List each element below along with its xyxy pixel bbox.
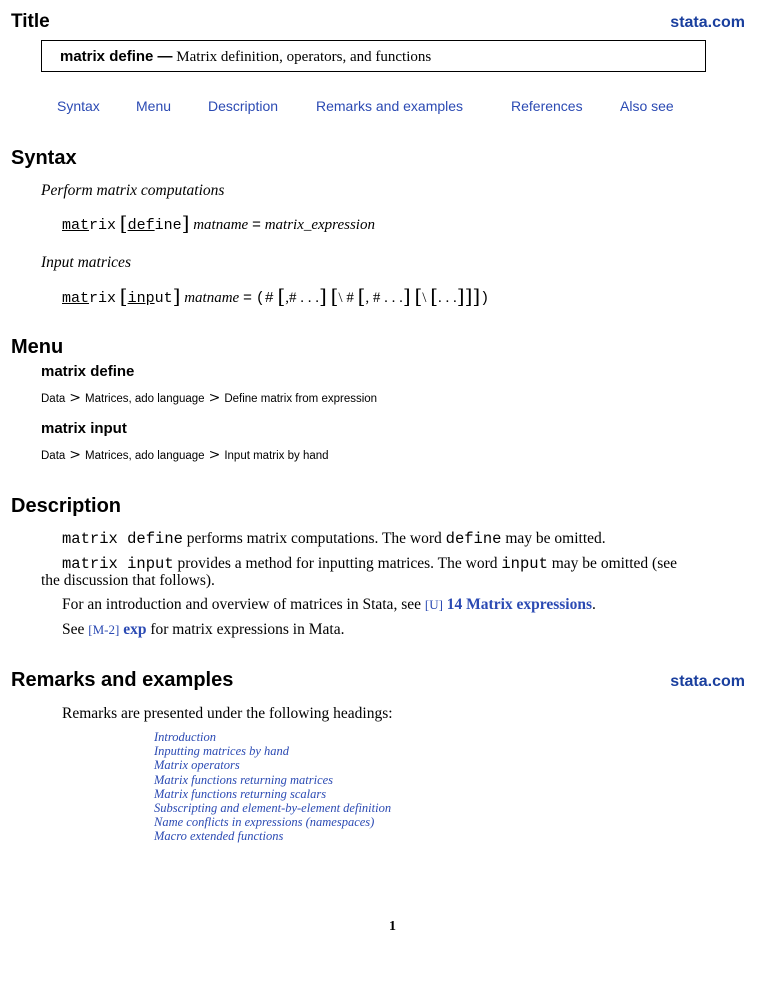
nav-syntax[interactable]: Syntax [57, 98, 100, 114]
menu-path-item: Matrices, ado language [85, 450, 205, 462]
syntax-input-line [62, 283, 489, 307]
text: may be omitted. [505, 530, 606, 547]
toc-link-functions-scalars[interactable]: Matrix functions returning scalars [154, 786, 327, 801]
bracket-close: ] [456, 284, 465, 308]
bracket-open: [ [119, 211, 128, 235]
bracket-open: [ [414, 284, 423, 308]
menu-path-item: Data [41, 450, 66, 462]
menu-define-path [41, 390, 377, 406]
bracket-close: ] [172, 284, 181, 308]
nav-also-see[interactable]: Also see [620, 98, 674, 114]
toc-link-inputting[interactable]: Inputting matrices by hand [154, 744, 290, 759]
bracket-open: [ [330, 284, 339, 308]
backslash-hash: \ # [338, 290, 354, 306]
menu-input-heading: matrix input [41, 420, 127, 437]
stata-link[interactable]: stata.com [670, 14, 745, 31]
equals-sign: = [251, 217, 261, 234]
toc-link-macro-functions[interactable]: Macro extended functions [154, 829, 284, 844]
bracket-close: ] [319, 284, 327, 308]
bracket-close: ] [472, 284, 481, 308]
description-paragraph-4 [62, 621, 344, 639]
text: . [592, 596, 596, 613]
nav-remarks[interactable]: Remarks and examples [316, 98, 464, 114]
toc-link-namespaces[interactable]: Name conflicts in expressions (namespaces) [154, 815, 375, 830]
syntax-heading: Syntax [11, 147, 77, 169]
bracket-close: ] [181, 211, 190, 235]
text: performs matrix computations. The word [186, 530, 442, 547]
close-paren: ) [480, 290, 490, 307]
nav-menu[interactable]: Menu [136, 98, 172, 114]
title-box [41, 40, 706, 72]
toc-link-subscripting[interactable]: Subscripting and element-by-element definition [154, 801, 392, 816]
toc-link-introduction[interactable]: Introduction [154, 730, 217, 744]
matrix-expression-param: matrix_expression [264, 217, 375, 233]
syntax-define-line [62, 210, 375, 234]
define-abbrev: def [127, 217, 155, 234]
chevron-right-icon: > [208, 390, 221, 406]
bracket-open: [ [430, 284, 438, 308]
chevron-right-icon: > [208, 447, 221, 463]
define-rest: ine [154, 217, 182, 234]
stata-link[interactable]: stata.com [670, 673, 745, 690]
menu-path-item: Define matrix from expression [224, 393, 378, 405]
text: See [62, 621, 85, 638]
bracket-close: ] [464, 284, 473, 308]
description-paragraph-2 [62, 555, 677, 573]
link-manual-tag[interactable]: [U] [424, 597, 443, 612]
page-number: 1 [389, 919, 396, 934]
bracket-open: [ [119, 284, 128, 308]
bracket-close: ] [402, 284, 411, 308]
remarks-intro: Remarks are presented under the following headings: [62, 705, 393, 722]
menu-path-item: Data [41, 393, 66, 405]
remarks-toc [154, 730, 391, 844]
matname-param: matname [193, 217, 249, 233]
toc-link-operators[interactable]: Matrix operators [154, 758, 240, 773]
bracket-open: [ [277, 284, 286, 308]
page-title: Title [11, 11, 50, 32]
menu-heading: Menu [11, 336, 64, 358]
input-rest: ut [154, 290, 173, 307]
comma-hash-dots: ,# . . . [285, 290, 320, 306]
code-define: define [445, 530, 502, 548]
chevron-right-icon: > [69, 390, 82, 406]
syntax-input-caption: Input matrices [41, 254, 131, 271]
input-abbrev: inp [127, 290, 155, 307]
description-paragraph-3 [62, 596, 596, 614]
link-matrix-expressions[interactable]: 14 Matrix expressions [446, 596, 593, 613]
command-description: Matrix definition, operators, and functions [176, 49, 432, 65]
cmd-rest: rix [89, 290, 117, 307]
menu-path-item: Input matrix by hand [224, 450, 329, 462]
toc-link-functions-matrices[interactable]: Matrix functions returning matrices [154, 772, 334, 787]
bracket-open: [ [357, 284, 366, 308]
chevron-right-icon: > [69, 447, 82, 463]
nav-description[interactable]: Description [208, 98, 279, 114]
menu-define-heading: matrix define [41, 363, 135, 380]
menu-input-path [41, 447, 329, 463]
text: for matrix expressions in Mata. [150, 621, 345, 638]
menu-path-item: Matrices, ado language [85, 393, 205, 405]
cmd-abbrev: mat [62, 290, 90, 307]
link-manual-tag[interactable]: [M-2] [88, 622, 120, 637]
command-name: matrix define — [60, 48, 173, 65]
description-paragraph-2-cont: the discussion that follows). [41, 572, 215, 589]
open-paren: (# [255, 290, 274, 307]
remarks-heading: Remarks and examples [11, 669, 234, 691]
equals-sign: = [242, 290, 252, 307]
text: may be omitted (see [551, 555, 677, 572]
cmd-rest: rix [89, 217, 117, 234]
code-matrix-input: matrix input [62, 555, 174, 573]
nav-references[interactable]: References [511, 98, 583, 114]
syntax-define-caption: Perform matrix computations [41, 182, 225, 199]
dots: . . . [438, 290, 457, 306]
comma-dots: , # . . . [365, 290, 403, 306]
link-exp[interactable]: exp [123, 621, 147, 638]
cmd-abbrev: mat [62, 217, 90, 234]
text: provides a method for inputting matrices. The word [177, 555, 498, 572]
matname-param: matname [184, 290, 240, 306]
description-paragraph-1 [62, 530, 606, 548]
code-input: input [501, 555, 548, 573]
code-matrix-define: matrix define [62, 530, 183, 548]
description-heading: Description [11, 495, 122, 517]
text: For an introduction and overview of matrices in Stata, see [62, 596, 421, 613]
backslash: \ [422, 290, 427, 306]
